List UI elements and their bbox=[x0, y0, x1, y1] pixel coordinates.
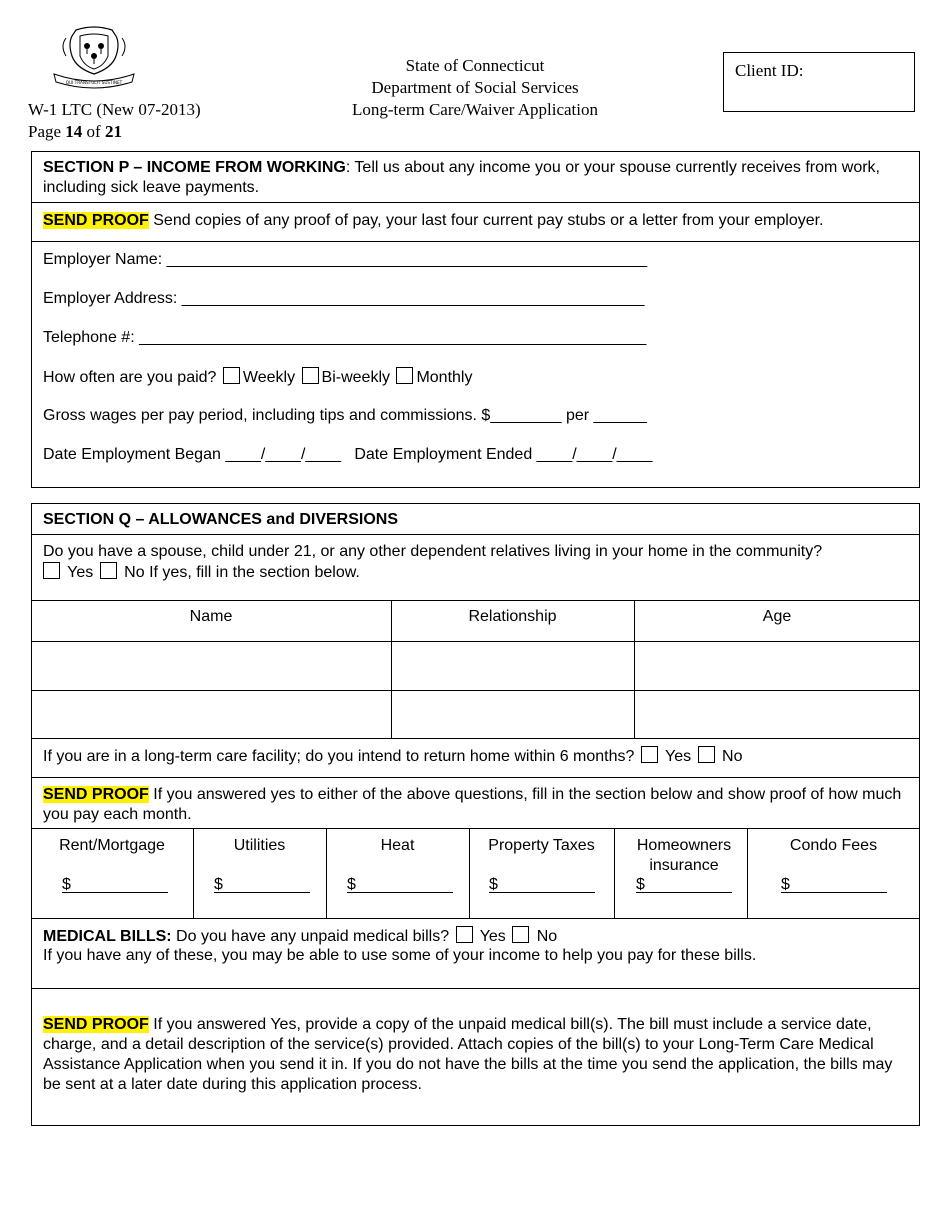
send-proof-label: SEND PROOF bbox=[43, 212, 149, 229]
divider bbox=[31, 738, 920, 739]
page-current: 14 bbox=[65, 122, 83, 141]
client-id-box[interactable] bbox=[723, 52, 915, 112]
client-id-label: Client ID: bbox=[735, 61, 804, 80]
table-header-age: Age bbox=[762, 608, 792, 625]
pay-frequency-row bbox=[43, 367, 472, 388]
ltc-return-question: If you are in a long-term care facility; do you intend to return home within 6 months? bbox=[43, 748, 635, 765]
expense-col-divider bbox=[614, 828, 615, 918]
expense-header-condo-fees: Condo Fees bbox=[789, 837, 878, 854]
divider bbox=[31, 777, 920, 778]
ltc-yes-checkbox[interactable] bbox=[641, 746, 658, 763]
biweekly-label: Bi-weekly bbox=[321, 369, 390, 386]
section-p-intro: SECTION P – INCOME FROM WORKING: Tell us about any income you or your spouse currently receives from work, including sick leave payments. bbox=[43, 159, 880, 196]
property-taxes-amount-field[interactable] bbox=[489, 892, 595, 893]
no-label: No bbox=[124, 564, 145, 581]
rent-amount-field[interactable] bbox=[62, 892, 168, 893]
medical-bills-row bbox=[43, 926, 557, 947]
medical-send-proof: SEND PROOF If you answered Yes, provide a copy of the unpaid medical bill(s). The bill must include a service date, charge, and a detail description of the service(s) provided. Attach copies of the bill(s) to your Long-Term Care Medical Assistance Application when you send it in. If you do not have the bills at the time you send the application, the bills may be sent at a later date during this application process. bbox=[43, 1016, 893, 1093]
divider bbox=[31, 202, 920, 203]
table-header-relationship: Relationship bbox=[468, 608, 557, 625]
homeowners-amount-field[interactable] bbox=[636, 892, 732, 893]
dependents-answer-row bbox=[41, 562, 360, 583]
date-ended-field: Date Employment Ended ____/____/____ bbox=[354, 446, 653, 463]
yes-label: Yes bbox=[67, 564, 94, 581]
medical-bills-question: Do you have any unpaid medical bills? bbox=[171, 928, 450, 945]
form-code: W-1 LTC (New 07-2013) bbox=[28, 100, 201, 119]
divider bbox=[31, 534, 920, 535]
page-word: Page bbox=[28, 122, 62, 141]
weekly-label: Weekly bbox=[242, 369, 296, 386]
agency-state: State of Connecticut bbox=[405, 56, 545, 75]
medical-bills-label: MEDICAL BILLS: bbox=[43, 928, 172, 945]
date-began-field: Date Employment Began ____/____/____ bbox=[43, 446, 341, 463]
yes-label: Yes bbox=[665, 748, 692, 765]
dependent-row-1[interactable] bbox=[33, 643, 918, 689]
expense-header-heat: Heat bbox=[380, 837, 415, 854]
state-seal-logo bbox=[46, 26, 142, 90]
property-taxes-dollar: $ bbox=[489, 876, 498, 893]
section-p-send-proof: SEND PROOF Send copies of any proof of pay, your last four current pay stubs or a letter from your employer. bbox=[43, 212, 824, 229]
agency-header bbox=[320, 55, 630, 121]
dependents-no-checkbox[interactable] bbox=[100, 562, 117, 579]
no-label: No bbox=[536, 928, 558, 945]
divider bbox=[31, 828, 920, 829]
expense-header-rent: Rent/Mortgage bbox=[59, 837, 165, 854]
page-of: of bbox=[86, 122, 101, 141]
page-total: 21 bbox=[104, 122, 122, 141]
telephone-field[interactable]: Telephone #: _________________________________________________________ bbox=[43, 329, 647, 346]
utilities-amount-field[interactable] bbox=[214, 892, 310, 893]
medical-bills-note: If you have any of these, you may be able to use some of your income to help you pay for these bills. bbox=[43, 947, 757, 964]
pay-frequency-question: How often are you paid? bbox=[43, 369, 217, 386]
utilities-dollar: $ bbox=[214, 876, 223, 893]
biweekly-checkbox[interactable] bbox=[302, 367, 319, 384]
section-q-send-proof: SEND PROOF If you answered yes to either of the above questions, fill in the section below and show proof of how much you pay each month. bbox=[43, 786, 902, 823]
section-q-title: SECTION Q – ALLOWANCES and DIVERSIONS bbox=[43, 511, 398, 528]
expense-header-property-taxes: Property Taxes bbox=[488, 837, 595, 854]
homeowners-dollar: $ bbox=[636, 876, 645, 893]
expense-header-utilities: Utilities bbox=[233, 837, 286, 854]
monthly-checkbox[interactable] bbox=[396, 367, 413, 384]
gross-wages-field[interactable]: Gross wages per pay period, including tips and commissions. $________ per ______ bbox=[43, 407, 647, 424]
medical-no-checkbox[interactable] bbox=[512, 926, 529, 943]
send-proof-label: SEND PROOF bbox=[43, 1016, 149, 1033]
divider bbox=[31, 241, 920, 242]
monthly-label: Monthly bbox=[416, 369, 473, 386]
divider bbox=[31, 600, 920, 601]
weekly-checkbox[interactable] bbox=[223, 367, 240, 384]
dependents-question: Do you have a spouse, child under 21, or any other dependent relatives living in your home in the community? bbox=[43, 543, 823, 560]
section-p-title: SECTION P – INCOME FROM WORKING bbox=[43, 159, 346, 176]
yes-label: Yes bbox=[479, 928, 506, 945]
page-number bbox=[28, 121, 122, 143]
send-proof-label: SEND PROOF bbox=[43, 786, 149, 803]
medical-yes-checkbox[interactable] bbox=[456, 926, 473, 943]
no-label: No bbox=[722, 748, 743, 765]
dependents-yes-checkbox[interactable] bbox=[43, 562, 60, 579]
divider bbox=[31, 918, 920, 919]
heat-amount-field[interactable] bbox=[347, 892, 453, 893]
dependent-row-2[interactable] bbox=[33, 692, 918, 737]
expense-header-homeowners-insurance: Homeowners insurance bbox=[636, 837, 732, 874]
condo-fees-dollar: $ bbox=[781, 876, 790, 893]
fill-below-note: If yes, fill in the section below. bbox=[149, 564, 360, 581]
employer-name-field[interactable]: Employer Name: ______________________________________________________ bbox=[43, 251, 648, 268]
seal-motto: QUI TRANSTULIT SUSTINET bbox=[65, 80, 123, 85]
rent-dollar: $ bbox=[62, 876, 71, 893]
table-header-name: Name bbox=[189, 608, 233, 625]
divider bbox=[31, 641, 920, 642]
divider bbox=[31, 690, 920, 691]
ltc-return-row bbox=[43, 746, 743, 767]
agency-department: Department of Social Services bbox=[371, 78, 579, 97]
form-title: Long-term Care/Waiver Application bbox=[352, 100, 598, 119]
employment-dates-row[interactable] bbox=[43, 445, 652, 465]
condo-fees-amount-field[interactable] bbox=[781, 892, 887, 893]
heat-dollar: $ bbox=[347, 876, 356, 893]
ltc-no-checkbox[interactable] bbox=[698, 746, 715, 763]
employer-address-field[interactable]: Employer Address: ____________________________________________________ bbox=[43, 290, 645, 307]
